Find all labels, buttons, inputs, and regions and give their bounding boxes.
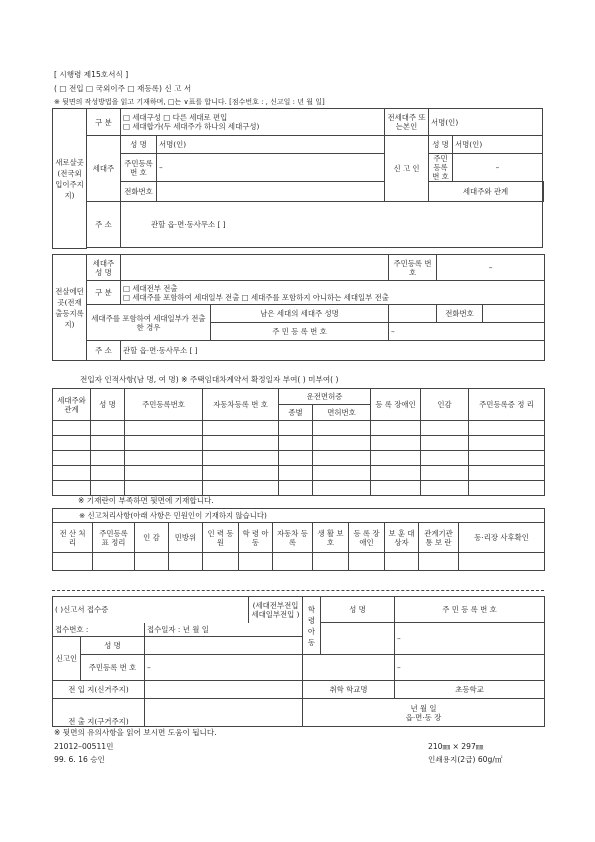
old-phone-label: 전화번호 xyxy=(437,305,483,323)
receipt-signoff xyxy=(303,699,545,727)
col-car: 자동차등록 번 호 xyxy=(203,389,279,421)
reporter-name-label: 성 명 xyxy=(429,136,453,154)
receipt-rrn-field[interactable]: – xyxy=(145,655,303,681)
new-gubun-options[interactable] xyxy=(121,109,385,136)
form-code: 21012–00511민 xyxy=(54,742,114,751)
head-rrn-field[interactable]: – xyxy=(157,154,385,182)
head-rrn-label: 주민등록번 호 xyxy=(121,154,157,182)
new-address-side-label: 새로살곳(전국외입이주지지) xyxy=(53,109,87,249)
proc-school-kids: 학 령 아 동 xyxy=(239,523,273,553)
proc-welfare: 생 활 보 호 xyxy=(313,523,349,553)
move-in-label: 전 입 지(신거주지) xyxy=(53,681,145,699)
remain-rrn-field[interactable]: – xyxy=(389,323,545,341)
head-name-label: 성 명 xyxy=(121,136,157,154)
old-gubun-option-1[interactable]: □ 세대전부 전출 xyxy=(123,283,178,293)
move-out-field[interactable] xyxy=(145,699,303,727)
move-out-label: 전 출 지(구거주지) xyxy=(53,699,145,727)
reporter-rrn-label: 주민등록번 호 xyxy=(429,154,453,182)
receipt-number[interactable]: 접수번호 : xyxy=(53,623,145,637)
proc-disabled: 등 록 장애인 xyxy=(349,523,385,553)
proc-computer: 전 산 처 리 xyxy=(53,523,93,553)
kid-rrn-field-1[interactable]: – xyxy=(395,623,545,655)
col-license-no: 면허번호 xyxy=(313,405,371,421)
receipt-date[interactable]: 접수일자 : 년 월 일 xyxy=(145,623,303,637)
old-address-side-label: 전살에던곳(전재출등지록지) xyxy=(53,255,87,361)
receipt-title: ( )신고서 접수증 xyxy=(53,597,249,623)
old-rrn-label: 주민등록 번 호 xyxy=(389,255,437,281)
form-number: [ 시행령 제15호서식 ] xyxy=(54,70,129,79)
head-name-field[interactable]: 서명(인) xyxy=(157,136,385,154)
proc-veterans: 보 훈 대상자 xyxy=(385,523,419,553)
old-head-name-label: 세대주 성 명 xyxy=(87,255,121,281)
old-gubun-label: 구 분 xyxy=(87,281,121,305)
kid-name-field-2[interactable] xyxy=(303,655,395,681)
table-row[interactable] xyxy=(53,466,545,481)
relation-field[interactable] xyxy=(543,182,544,202)
old-addr-office[interactable]: 관할 읍·면·동사무소 [ ] xyxy=(121,341,545,361)
table-row[interactable] xyxy=(53,451,545,466)
kid-name-label: 성 명 xyxy=(321,597,395,623)
form-title: ( □ 전입 □ 국외이주 □ 재등록) 신 고 서 xyxy=(54,84,192,93)
receipt-kind: (세대전부전입 세대일부전입 ) xyxy=(249,597,303,623)
head-phone-field[interactable] xyxy=(157,182,385,202)
table-row[interactable] xyxy=(53,421,545,436)
proc-chief-check: 동·리장 사후확인 xyxy=(459,523,545,553)
receipt-name-field[interactable] xyxy=(145,637,303,655)
prev-head-label: 전세대주 또는본인 xyxy=(385,109,429,136)
receipt-office-line: 읍·면·동 장 xyxy=(405,712,442,722)
old-address-table xyxy=(52,254,545,361)
proc-civil-defense: 민방위 xyxy=(169,523,203,553)
proc-rrn-table: 주민등록 표 정리 xyxy=(93,523,135,553)
col-name: 성 명 xyxy=(91,389,125,421)
receipt-date-line: 년 월 일 xyxy=(410,703,437,713)
head-label: 세대주 xyxy=(87,136,121,202)
proc-mobilization: 인 력 동 원 xyxy=(203,523,239,553)
table-row[interactable] xyxy=(53,481,545,496)
paper-size: 210㎜ × 297㎜ xyxy=(428,742,484,751)
col-idcard: 주민등록증 정 리 xyxy=(469,389,545,421)
new-gubun-label: 구 분 xyxy=(87,109,121,136)
kid-rrn-field-2[interactable]: – xyxy=(395,655,545,681)
reporter-name-field[interactable]: 서명(인) xyxy=(453,136,543,154)
old-phone-field[interactable] xyxy=(483,305,545,323)
reporter-label: 신 고 인 xyxy=(385,136,429,202)
old-addr-label: 주 소 xyxy=(87,341,121,361)
col-disabled: 등 록 장애인 xyxy=(371,389,421,421)
school-name-label: 취학 학교명 xyxy=(303,681,395,699)
old-gubun-options[interactable] xyxy=(121,281,545,305)
instruction-note: ※ 뒷면의 작성방법을 읽고 기재하며, □는 ∨표를 합니다. [점수번호 : , 신고일 : 년 월 일] xyxy=(54,98,325,106)
new-gubun-option-2[interactable]: □ 세대합가(두 세대주가 하나의 세대구성) xyxy=(123,122,260,131)
col-license: 운전면허증 xyxy=(279,389,371,405)
school-name-field[interactable]: 초등학교 xyxy=(395,681,545,699)
receipt-name-label: 성 명 xyxy=(81,637,145,655)
remain-rrn-label: 주 민 등 록 번 호 xyxy=(211,323,389,341)
paper-spec: 인쇄용지(2급) 60g/㎡ xyxy=(428,755,503,764)
col-rrn: 주민등록번호 xyxy=(125,389,203,421)
proc-car: 자동차 등 록 xyxy=(273,523,313,553)
receipt-rrn-label: 주민등록 번 호 xyxy=(81,655,145,681)
school-kid-label: 학령아동 xyxy=(303,597,321,655)
proc-agency: 관계기관 통 보 란 xyxy=(419,523,459,553)
remain-head-label: 남은 세대의 세대주 성명 xyxy=(211,305,389,323)
relation-label: 세대주와 관계 xyxy=(429,182,543,202)
approval-date: 99. 6. 16 승인 xyxy=(54,755,105,764)
head-phone-label: 전화번호 xyxy=(121,182,157,202)
receipt-reporter-label: 신고인 xyxy=(53,637,81,681)
new-addr-office[interactable]: 관할 읍·면·동사무소 [ ] xyxy=(121,202,543,248)
processing-title: ※ 신고처리사항(아래 사항은 민원인이 기재하지 않습니다) xyxy=(53,509,545,523)
table-row[interactable] xyxy=(53,436,545,451)
col-seal: 인감 xyxy=(421,389,469,421)
proc-seal: 인 감 xyxy=(135,523,169,553)
kid-name-field-1[interactable] xyxy=(321,623,395,655)
table-row[interactable] xyxy=(53,553,545,571)
col-relation: 세대주와관계 xyxy=(53,389,91,421)
prev-head-sign[interactable]: 서명(인) xyxy=(429,109,543,136)
move-in-field[interactable] xyxy=(145,681,303,699)
overflow-note: ※ 기재란이 부족하면 뒷면에 기재합니다. xyxy=(78,496,214,505)
partial-move-label: 세대주를 포함하여 세대일부가 전출한 경우 xyxy=(87,305,211,341)
old-head-name-field[interactable] xyxy=(121,255,389,281)
new-gubun-option-1[interactable]: □ 세대구성 □ 다른 세대로 편입 xyxy=(123,113,228,122)
new-addr-label: 주 소 xyxy=(87,202,121,248)
footer-note: ※ 뒷면의 유의사항을 읽어 보시면 도움이 됩니다. xyxy=(54,728,217,737)
remain-head-field[interactable] xyxy=(389,305,437,323)
old-rrn-field[interactable]: – xyxy=(437,255,545,281)
old-gubun-option-2[interactable]: □ 세대주를 포함하여 세대일부 전출 □ 세대주를 포함하지 아니하는 세대일부 전출 xyxy=(123,292,389,302)
reporter-rrn-field[interactable]: – xyxy=(453,154,543,182)
receipt-table xyxy=(52,596,545,727)
cut-line xyxy=(52,590,544,591)
new-address-table xyxy=(52,108,544,249)
movers-summary: 전입자 인적사항(남 명, 여 명) ※ 주택임대차계약서 확정일자 부여( ) 미부여( ) xyxy=(80,375,339,384)
kid-rrn-label: 주 민 등 록 번 호 xyxy=(395,597,545,623)
col-license-type: 종별 xyxy=(279,405,313,421)
processing-table xyxy=(52,508,545,571)
movers-table xyxy=(52,388,545,496)
